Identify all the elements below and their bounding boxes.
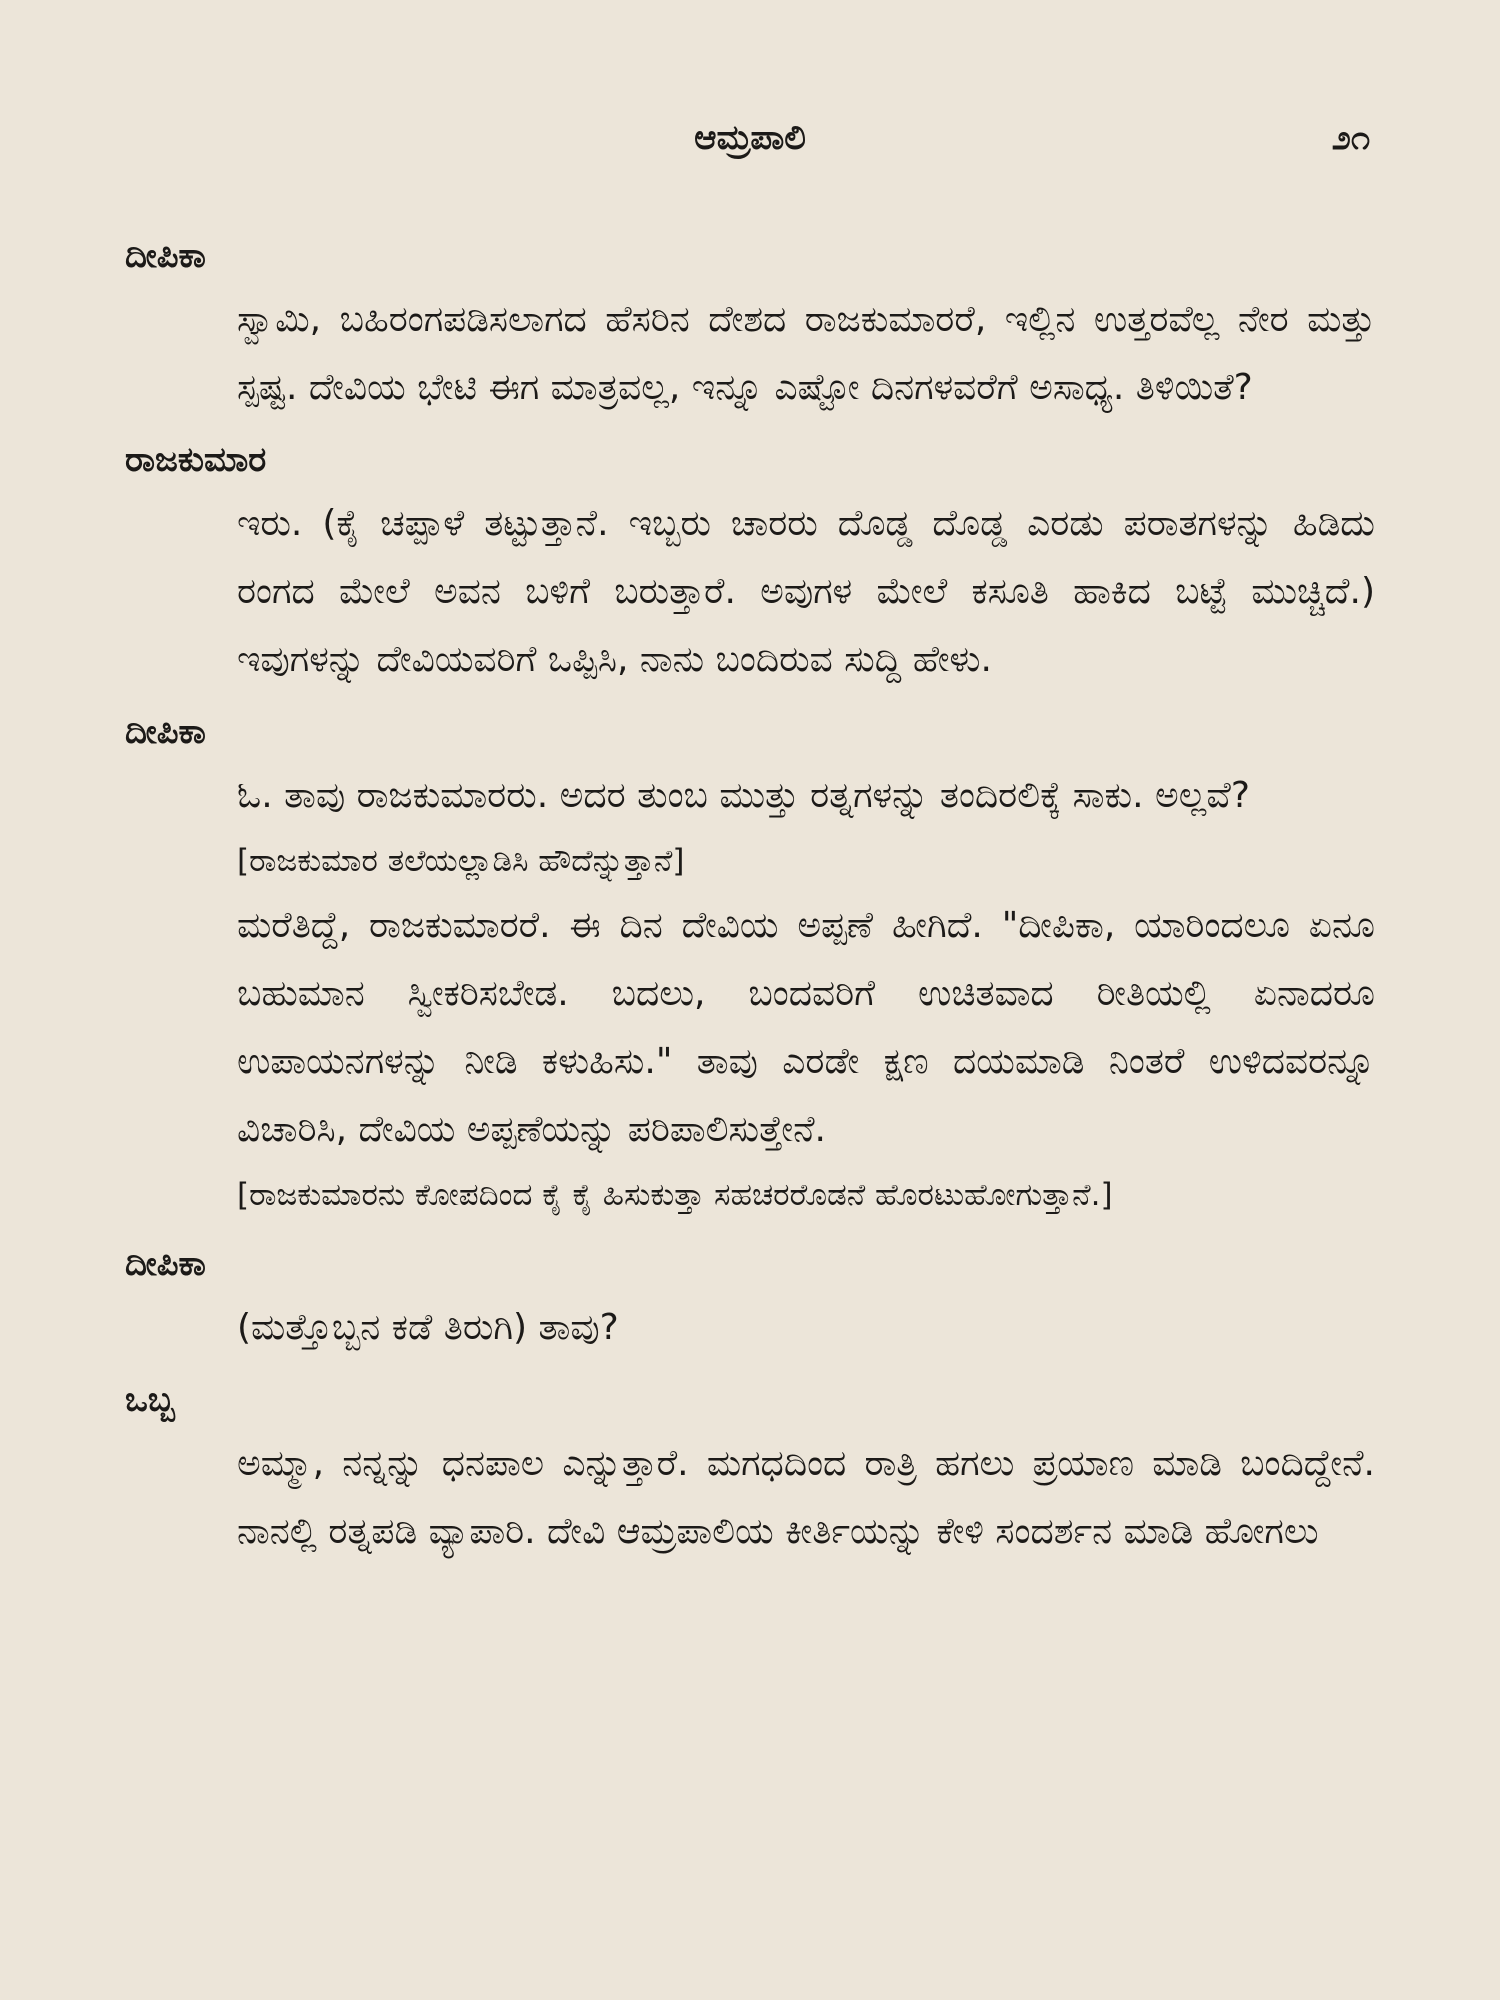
page-number: ೨೧ xyxy=(1331,118,1370,158)
dialogue-text: (ಮತ್ತೊಬ್ಬನ ಕಡೆ ತಿರುಗಿ) ತಾವು? xyxy=(237,1307,619,1348)
speaker-name: ದೀಪಿಕಾ xyxy=(125,712,206,752)
stage-direction: [ರಾಜಕುಮಾರನು ಕೋಪದಿಂದ ಕೈ ಕೈ ಹಿಸುಕುತ್ತಾ ಸಹಚರರೊಡನೆ ಹೊರಟುಹೋಗುತ್ತಾನೆ.] xyxy=(237,1177,1113,1213)
dialogue-text: ಮರೆತಿದ್ದೆ, ರಾಜಕುಮಾರರೆ. ಈ ದಿನ ದೇವಿಯ ಅಪ್ಪಣೆ ಹೀಗಿದೆ. "ದೀಪಿಕಾ, ಯಾರಿಂದಲೂ ಏನೂ ಬಹುಮಾನ ಸ್ವೀಕರಿಸಬೇಡ. ಬದಲು, ಬಂದವರಿಗೆ ಉಚಿತವಾದ ರೀತಿಯಲ್ಲಿ ಏನಾದರೂ ಉಪಾಯನಗಳನ್ನು ನೀಡಿ ಕಳುಹಿಸು." ತಾವು ಎರಡೇ ಕ್ಷಣ ದಯಮಾಡಿ ನಿಂತರೆ ಉಳಿದವರನ್ನೂ ವಿಚಾರಿಸಿ, ದೇವಿಯ ಅಪ್ಪಣೆಯನ್ನು ಪರಿಪಾಲಿಸುತ್ತೇನೆ. xyxy=(237,905,1375,1150)
speaker-name: ದೀಪಿಕಾ xyxy=(125,1244,206,1284)
speaker-name: ರಾಜಕುಮಾರ xyxy=(125,440,267,480)
running-title: ಆಮ್ರಪಾಲಿ xyxy=(694,118,806,158)
page-body xyxy=(125,218,1375,1566)
dialogue-text: ಓ. ತಾವು ರಾಜಕುಮಾರರು. ಅದರ ತುಂಬ ಮುತ್ತು ರತ್ನಗಳನ್ನು ತಂದಿರಲಿಕ್ಕೆ ಸಾಕು. ಅಲ್ಲವೆ? xyxy=(237,775,1250,816)
page-header xyxy=(0,118,1500,168)
stage-direction: [ರಾಜಕುಮಾರ ತಲೆಯಲ್ಲಾಡಿಸಿ ಹೌದೆನ್ನುತ್ತಾನೆ] xyxy=(237,843,685,879)
speaker-name: ಒಬ್ಬ xyxy=(125,1380,175,1420)
dialogue-text: ಇರು. (ಕೈ ಚಪ್ಪಾಳೆ ತಟ್ಟುತ್ತಾನೆ. ಇಬ್ಬರು ಚಾರರು ದೊಡ್ಡ ದೊಡ್ಡ ಎರಡು ಪರಾತಗಳನ್ನು ಹಿಡಿದು ರಂಗದ ಮೇಲೆ ಅವನ ಬಳಿಗೆ ಬರುತ್ತಾರೆ. ಅವುಗಳ ಮೇಲೆ ಕಸೂತಿ ಹಾಕಿದ ಬಟ್ಟೆ ಮುಚ್ಚಿದೆ.) ಇವುಗಳನ್ನು ದೇವಿಯವರಿಗೆ ಒಪ್ಪಿಸಿ, ನಾನು ಬಂದಿರುವ ಸುದ್ದಿ ಹೇಳು. xyxy=(237,503,1375,680)
speaker-name: ದೀಪಿಕಾ xyxy=(125,236,206,276)
dialogue-text: ಅಮ್ಮಾ, ನನ್ನನ್ನು ಧನಪಾಲ ಎನ್ನುತ್ತಾರೆ. ಮಗಧದಿಂದ ರಾತ್ರಿ ಹಗಲು ಪ್ರಯಾಣ ಮಾಡಿ ಬಂದಿದ್ದೇನೆ. ನಾನಲ್ಲಿ ರತ್ನಪಡಿ ವ್ಯಾಪಾರಿ. ದೇವಿ ಆಮ್ರಪಾಲಿಯ ಕೀರ್ತಿಯನ್ನು ಕೇಳಿ ಸಂದರ್ಶನ ಮಾಡಿ ಹೋಗಲು xyxy=(237,1443,1375,1552)
dialogue-text: ಸ್ವಾಮಿ, ಬಹಿರಂಗಪಡಿಸಲಾಗದ ಹೆಸರಿನ ದೇಶದ ರಾಜಕುಮಾರರೆ, ಇಲ್ಲಿನ ಉತ್ತರವೆಲ್ಲ ನೇರ ಮತ್ತು ಸ್ಪಷ್ಟ. ದೇವಿಯ ಭೇಟಿ ಈಗ ಮಾತ್ರವಲ್ಲ, ಇನ್ನೂ ಎಷ್ಟೋ ದಿನಗಳವರೆಗೆ ಅಸಾಧ್ಯ. ತಿಳಿಯಿತೆ? xyxy=(237,299,1375,408)
